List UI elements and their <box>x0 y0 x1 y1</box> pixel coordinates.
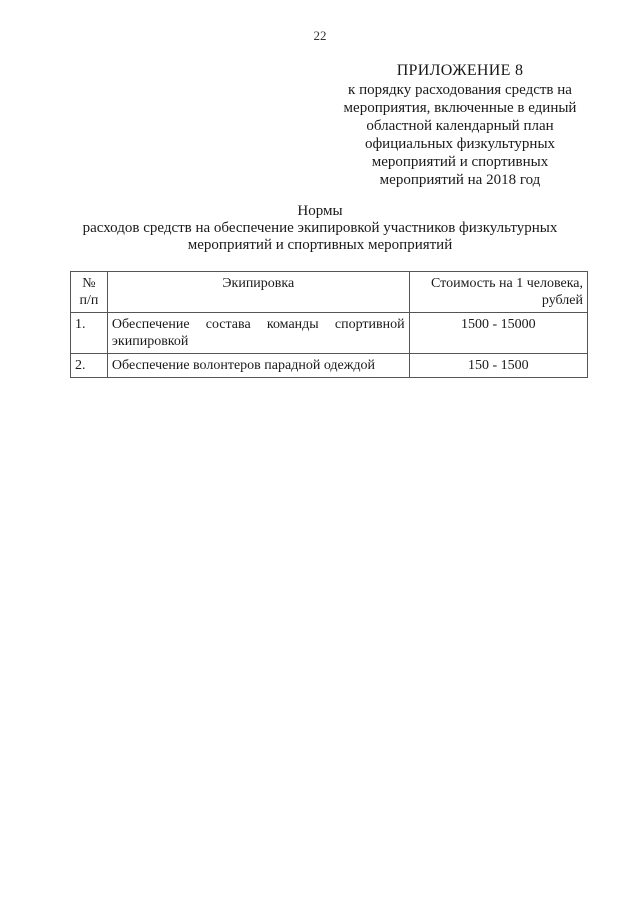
document-heading <box>60 203 580 254</box>
heading-line: мероприятий и спортивных мероприятий <box>187 237 453 253</box>
appendix-title: ПРИЛОЖЕНИЕ 8 <box>396 62 524 79</box>
header-cost-line1: Стоимость на 1 человека, <box>431 276 583 291</box>
header-number-line1: № <box>82 276 96 291</box>
row-number: 2. <box>71 354 108 378</box>
page-number: 22 <box>313 28 327 43</box>
norms-table <box>70 271 588 378</box>
heading-title: Нормы <box>297 203 343 219</box>
appendix-line: мероприятий и спортивных <box>371 154 549 170</box>
appendix-line: к порядку расходования средств на <box>348 82 572 98</box>
appendix-line: областной календарный план <box>366 118 554 134</box>
table-row <box>71 354 588 378</box>
header-cost <box>409 272 587 313</box>
appendix-block <box>330 62 590 189</box>
row-number: 1. <box>71 313 108 354</box>
header-number <box>71 272 108 313</box>
header-number-line2: п/п <box>79 293 99 308</box>
header-cost-line2: рублей <box>541 293 583 308</box>
row-cost: 1500 - 15000 <box>409 313 587 354</box>
appendix-line: мероприятия, включенные в единый <box>343 100 577 116</box>
row-cost: 150 - 1500 <box>409 354 587 378</box>
appendix-line: официальных физкультурных <box>364 136 556 152</box>
appendix-line: мероприятий на 2018 год <box>379 172 541 188</box>
row-equipment: Обеспечение состава команды спортивной экипировкой <box>107 313 409 354</box>
row-equipment: Обеспечение волонтеров парадной одеждой <box>107 354 409 378</box>
table-row <box>71 313 588 354</box>
heading-line: расходов средств на обеспечение экипировкой участников физкультурных <box>82 220 558 236</box>
header-equipment: Экипировка <box>107 272 409 313</box>
table-header-row <box>71 272 588 313</box>
